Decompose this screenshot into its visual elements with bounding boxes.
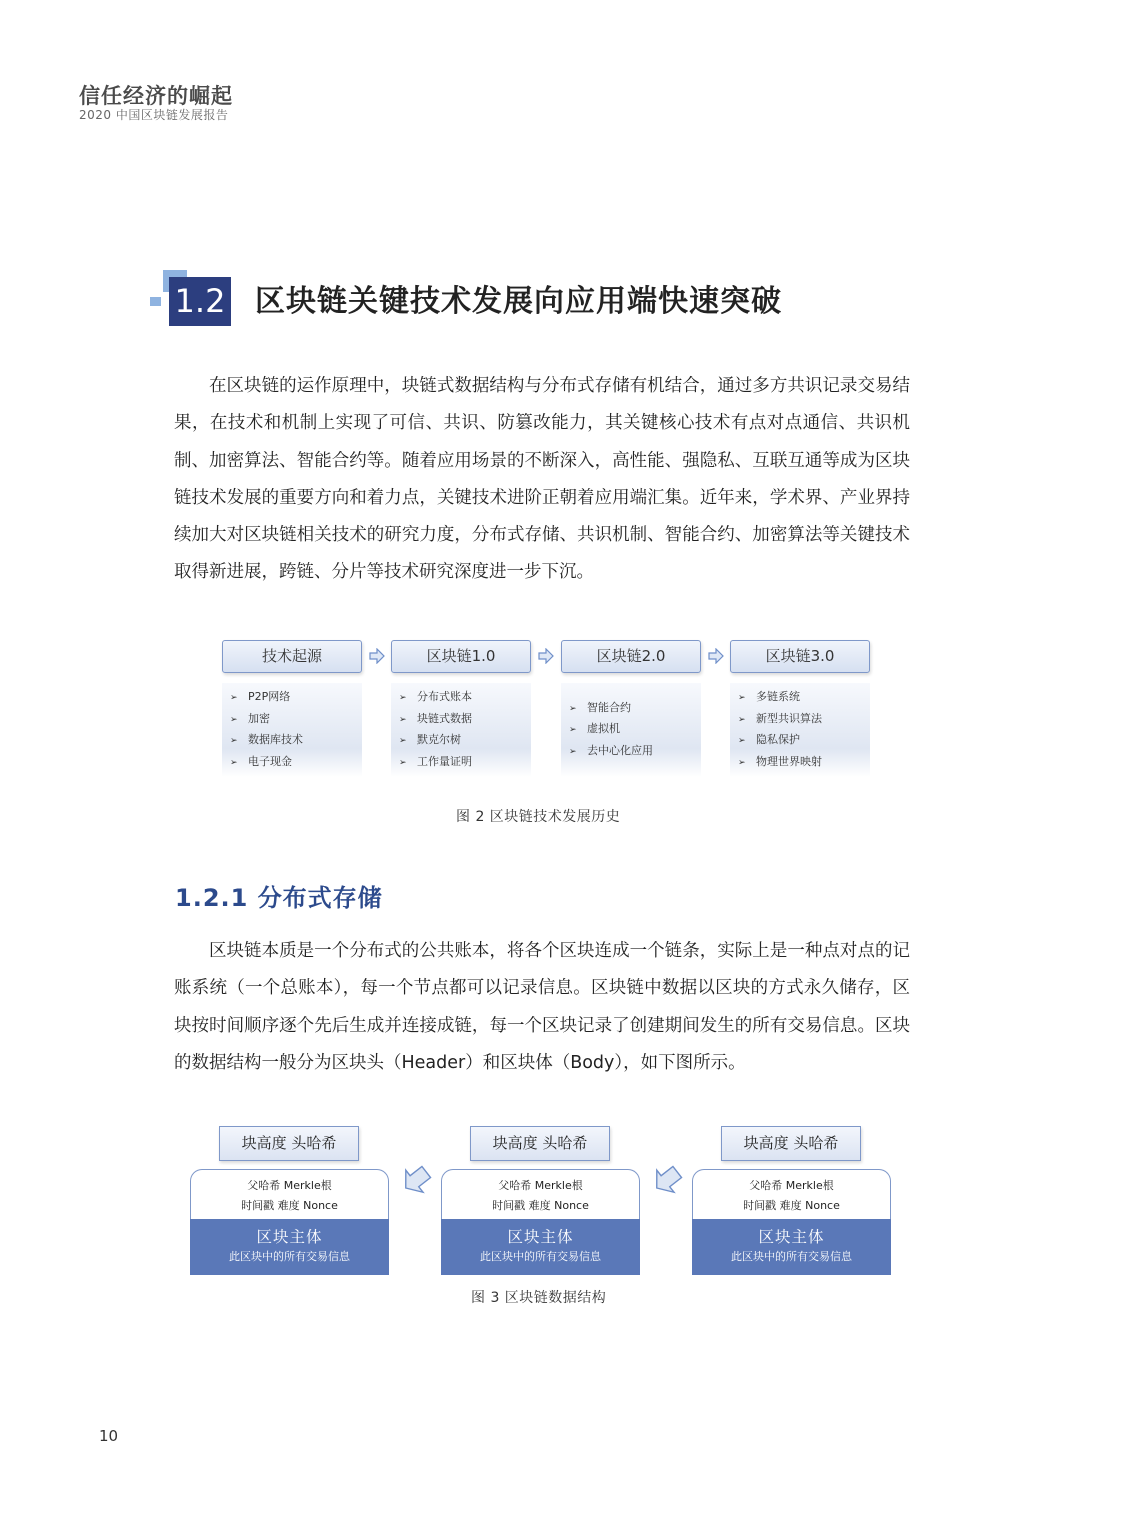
bullet-arrow-icon: ➢ bbox=[230, 693, 238, 703]
stage-items-blockchain-2 bbox=[561, 683, 701, 777]
subsection-title: 1.2.1 分布式存储 bbox=[175, 884, 383, 912]
stage-title-blockchain-3: 区块链3.0 bbox=[730, 640, 870, 673]
section-decoration-small-square bbox=[150, 297, 161, 306]
bullet-arrow-icon: ➢ bbox=[738, 693, 746, 703]
list-item: ➢ 电子现金 bbox=[230, 752, 362, 774]
bullet-arrow-icon: ➢ bbox=[230, 736, 238, 746]
list-item: ➢ P2P网络 bbox=[230, 687, 362, 709]
body-paragraph-2: 区块链本质是一个分布式的公共账本，将各个区块连成一个链条，实际上是一种点对点的记账系统（一个总账本），每一个节点都可以记录信息。区块链中数据以区块的方式永久储存，区块按时间顺序逐个先后生成并连接成链，每一个区块记录了创建期间发生的所有交易信息。区块的数据结构一般分为区块头（Header）和区块体（Body），如下图所示。 bbox=[174, 941, 910, 1073]
bullet-arrow-icon: ➢ bbox=[569, 746, 577, 757]
block-header-fields: 父哈希 Merkle根 时间戳 难度 Nonce bbox=[190, 1169, 389, 1220]
bullet-arrow-icon: ➢ bbox=[399, 714, 407, 725]
list-item: ➢ 虚拟机 bbox=[569, 719, 701, 741]
stage-title-blockchain-1: 区块链1.0 bbox=[391, 640, 531, 673]
list-item: ➢ 智能合约 bbox=[569, 698, 701, 720]
bullet-arrow-icon: ➢ bbox=[569, 725, 577, 736]
bullet-arrow-icon: ➢ bbox=[230, 714, 238, 725]
body-paragraph-1: 在区块链的运作原理中，块链式数据结构与分布式存储有机结合，通过多方共识记录交易结果，在技术和机制上实现了可信、共识、防篡改能力，其关键核心技术有点对点通信、共识机制、加密算法、智能合约等。随着应用场景的不断深入，高性能、强隐私、互联互通等成为区块链技术发展的重要方向和着力点，关键技术进阶正朝着应用端汇集。近年来，学术界、产业界持续加大对区块链相关技术的研究力度，分布式存储、共识机制、智能合约、加密算法等关键技术取得新进展，跨链、分片等技术研究深度进一步下沉。 bbox=[174, 376, 910, 583]
list-item: ➢ 加密 bbox=[230, 709, 362, 731]
right-arrow-icon bbox=[369, 648, 385, 664]
block-header-fields: 父哈希 Merkle根 时间戳 难度 Nonce bbox=[692, 1169, 891, 1220]
block-header-label: 块高度 头哈希 bbox=[219, 1126, 359, 1161]
bullet-arrow-icon: ➢ bbox=[399, 693, 407, 703]
bullet-arrow-icon: ➢ bbox=[569, 703, 577, 714]
figure-3-caption: 图 3 区块链数据结构 bbox=[471, 1290, 607, 1306]
list-item: ➢ 新型共识算法 bbox=[738, 709, 870, 731]
list-item: ➢ 块链式数据 bbox=[399, 709, 531, 731]
stage-items-blockchain-3 bbox=[730, 683, 870, 777]
stage-items-origin bbox=[222, 683, 362, 777]
bullet-arrow-icon: ➢ bbox=[738, 714, 746, 725]
list-item: ➢ 多链系统 bbox=[738, 687, 870, 709]
block-body: 区块主体 此区块中的所有交易信息 bbox=[190, 1219, 389, 1275]
block-header-label: 块高度 头哈希 bbox=[470, 1126, 610, 1161]
bullet-arrow-icon: ➢ bbox=[738, 757, 746, 768]
list-item: ➢ 去中心化应用 bbox=[569, 741, 701, 763]
block-body: 区块主体 此区块中的所有交易信息 bbox=[441, 1219, 640, 1275]
stage-items-blockchain-1 bbox=[391, 683, 531, 777]
block-header-fields: 父哈希 Merkle根 时间戳 难度 Nonce bbox=[441, 1169, 640, 1220]
list-item: ➢ 隐私保护 bbox=[738, 730, 870, 752]
list-item: ➢ 数据库技术 bbox=[230, 730, 362, 752]
list-item: ➢ 默克尔树 bbox=[399, 730, 531, 752]
bullet-arrow-icon: ➢ bbox=[399, 757, 407, 768]
block-header-label: 块高度 头哈希 bbox=[721, 1126, 861, 1161]
link-arrow-icon bbox=[400, 1163, 432, 1197]
running-header-title: 信任经济的崛起 bbox=[79, 84, 233, 108]
stage-title-blockchain-2: 区块链2.0 bbox=[561, 640, 701, 673]
section-title: 区块链关键技术发展向应用端快速突破 bbox=[255, 284, 782, 319]
right-arrow-icon bbox=[538, 648, 554, 664]
list-item: ➢ 分布式账本 bbox=[399, 687, 531, 709]
running-header-subtitle: 2020 中国区块链发展报告 bbox=[79, 108, 229, 122]
list-item: ➢ 物理世界映射 bbox=[738, 752, 870, 774]
figure-2-caption: 图 2 区块链技术发展历史 bbox=[456, 809, 621, 825]
list-item: ➢ 工作量证明 bbox=[399, 752, 531, 774]
section-number-badge: 1.2 bbox=[169, 277, 231, 326]
link-arrow-icon bbox=[651, 1163, 683, 1197]
page-number: 10 bbox=[99, 1427, 119, 1445]
block-body: 区块主体 此区块中的所有交易信息 bbox=[692, 1219, 891, 1275]
stage-title-origin: 技术起源 bbox=[222, 640, 362, 673]
bullet-arrow-icon: ➢ bbox=[738, 736, 746, 746]
bullet-arrow-icon: ➢ bbox=[399, 736, 407, 746]
right-arrow-icon bbox=[708, 648, 724, 664]
bullet-arrow-icon: ➢ bbox=[230, 757, 238, 768]
